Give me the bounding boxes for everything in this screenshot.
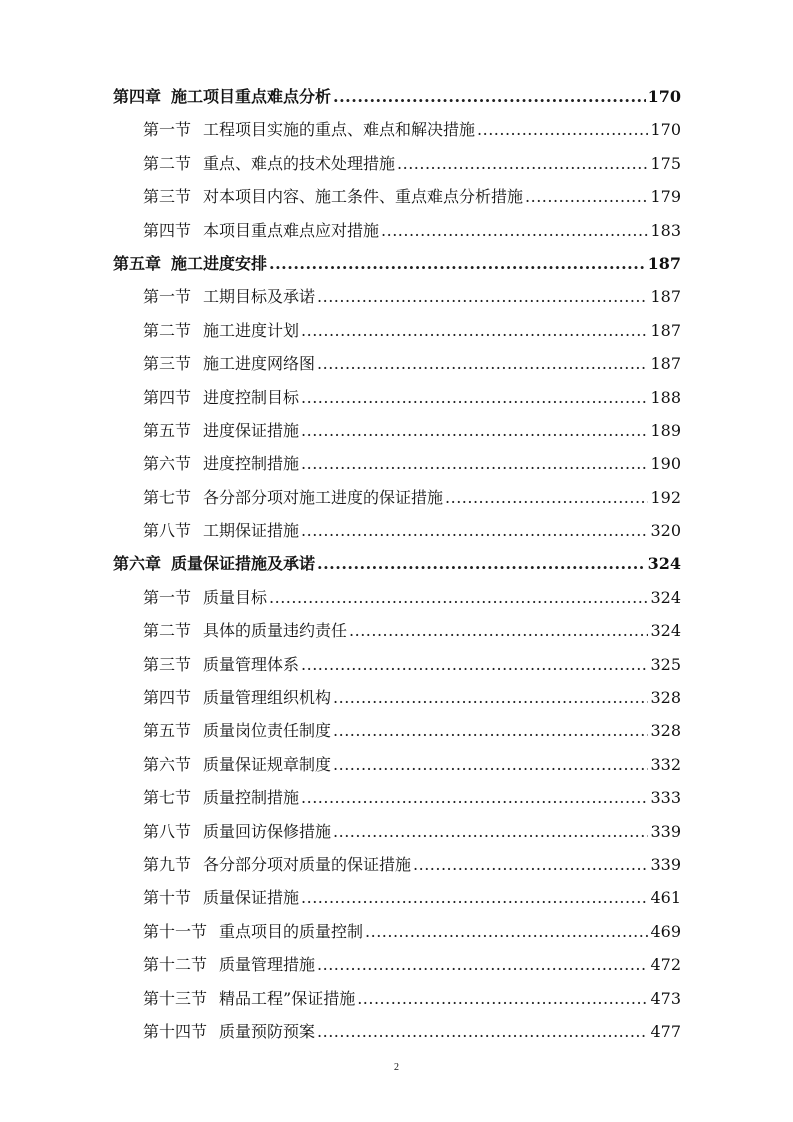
table-of-contents xyxy=(113,80,681,1048)
toc-entry[interactable] xyxy=(113,848,681,881)
toc-entry[interactable] xyxy=(113,180,681,213)
dot-leader xyxy=(317,1015,648,1048)
dot-leader xyxy=(301,414,648,447)
toc-entry[interactable] xyxy=(113,447,681,480)
toc-page: 190 xyxy=(650,454,681,474)
toc-page: 320 xyxy=(650,521,681,541)
dot-leader xyxy=(413,848,648,881)
toc-entry[interactable] xyxy=(113,80,681,113)
toc-page: 328 xyxy=(650,688,681,708)
toc-title: 本项目重点难点应对措施 xyxy=(203,220,380,240)
toc-number: 第一节 xyxy=(143,120,192,140)
toc-entry[interactable] xyxy=(113,414,681,447)
toc-page: 187 xyxy=(647,253,681,273)
toc-title: 质量目标 xyxy=(203,587,268,607)
toc-entry[interactable] xyxy=(113,714,681,747)
toc-title: 进度控制措施 xyxy=(203,454,300,474)
dot-leader xyxy=(445,481,648,514)
toc-entry[interactable] xyxy=(113,614,681,647)
toc-title: 各分部分项对施工进度的保证措施 xyxy=(203,487,444,507)
toc-page: 324 xyxy=(650,621,681,641)
toc-entry[interactable] xyxy=(113,948,681,981)
dot-leader xyxy=(269,581,648,614)
toc-number: 第六章 xyxy=(113,554,162,574)
toc-number: 第四节 xyxy=(143,387,192,407)
dot-leader xyxy=(333,714,648,747)
dot-leader xyxy=(301,514,648,547)
toc-title: 施工项目重点难点分析 xyxy=(171,87,332,106)
toc-title: 进度控制目标 xyxy=(203,387,300,407)
toc-page: 477 xyxy=(650,1021,681,1041)
toc-number: 第三节 xyxy=(143,654,192,674)
toc-entry[interactable] xyxy=(113,581,681,614)
dot-leader xyxy=(349,614,648,647)
toc-title: 对本项目内容、施工条件、重点难点分析措施 xyxy=(203,187,524,207)
toc-page: 469 xyxy=(650,921,681,941)
toc-page: 325 xyxy=(650,654,681,674)
toc-page: 187 xyxy=(650,320,681,340)
toc-number: 第七节 xyxy=(143,487,192,507)
toc-number: 第十四节 xyxy=(143,1021,208,1041)
dot-leader xyxy=(477,113,648,146)
toc-number: 第二节 xyxy=(143,153,192,173)
toc-number: 第二节 xyxy=(143,621,192,641)
toc-title: 质量保证规章制度 xyxy=(203,754,332,774)
toc-title: 质量保证措施及承诺 xyxy=(171,554,316,574)
dot-leader xyxy=(333,681,648,714)
toc-page: 188 xyxy=(650,387,681,407)
dot-leader xyxy=(301,381,648,414)
toc-entry[interactable] xyxy=(113,514,681,547)
toc-page: 324 xyxy=(650,587,681,607)
toc-page: 179 xyxy=(650,187,681,207)
toc-number: 第二节 xyxy=(143,320,192,340)
toc-entry[interactable] xyxy=(113,347,681,380)
toc-page: 461 xyxy=(650,888,681,908)
toc-entry[interactable] xyxy=(113,481,681,514)
dot-leader xyxy=(365,915,648,948)
dot-leader xyxy=(333,80,646,113)
toc-number: 第三节 xyxy=(143,187,192,207)
toc-title: 质量岗位责任制度 xyxy=(203,721,332,741)
toc-entry[interactable] xyxy=(113,113,681,146)
dot-leader xyxy=(317,547,646,580)
toc-entry[interactable] xyxy=(113,547,681,580)
toc-number: 第一节 xyxy=(143,587,192,607)
toc-page: 183 xyxy=(650,220,681,240)
dot-leader xyxy=(525,180,648,213)
toc-title: 质量保证措施 xyxy=(203,888,300,908)
toc-entry[interactable] xyxy=(113,381,681,414)
toc-entry[interactable] xyxy=(113,915,681,948)
toc-entry[interactable] xyxy=(113,247,681,280)
page-number: 2 xyxy=(394,1062,399,1073)
toc-title: 工期目标及承诺 xyxy=(203,287,316,307)
dot-leader xyxy=(317,948,648,981)
toc-entry[interactable] xyxy=(113,748,681,781)
toc-number: 第六节 xyxy=(143,454,192,474)
toc-page: 187 xyxy=(650,287,681,307)
toc-entry[interactable] xyxy=(113,982,681,1015)
dot-leader xyxy=(301,881,648,914)
toc-page: 187 xyxy=(650,354,681,374)
toc-page: 472 xyxy=(650,955,681,975)
toc-title: 质量控制措施 xyxy=(203,788,300,808)
toc-number: 第四章 xyxy=(113,87,162,106)
dot-leader xyxy=(381,214,648,247)
dot-leader xyxy=(357,982,648,1015)
toc-entry[interactable] xyxy=(113,280,681,313)
toc-entry[interactable] xyxy=(113,1015,681,1048)
dot-leader xyxy=(333,815,648,848)
toc-page: 333 xyxy=(650,788,681,808)
dot-leader xyxy=(301,447,648,480)
toc-entry[interactable] xyxy=(113,881,681,914)
toc-number: 第七节 xyxy=(143,788,192,808)
toc-number: 第四节 xyxy=(143,220,192,240)
toc-number: 第八节 xyxy=(143,521,192,541)
dot-leader xyxy=(301,314,648,347)
toc-title: 施工进度计划 xyxy=(203,320,300,340)
toc-number: 第四节 xyxy=(143,688,192,708)
toc-title: 具体的质量违约责任 xyxy=(203,621,348,641)
toc-number: 第六节 xyxy=(143,754,192,774)
toc-page: 339 xyxy=(650,854,681,874)
toc-title: 质量预防预案 xyxy=(219,1021,316,1041)
toc-number: 第三节 xyxy=(143,354,192,374)
toc-title: 质量管理措施 xyxy=(219,955,316,975)
dot-leader xyxy=(317,280,648,313)
dot-leader xyxy=(317,347,648,380)
toc-title: 精品工程”保证措施 xyxy=(219,988,356,1008)
toc-number: 第五节 xyxy=(143,420,192,440)
toc-page: 192 xyxy=(650,487,681,507)
toc-title: 各分部分项对质量的保证措施 xyxy=(203,854,412,874)
dot-leader xyxy=(397,147,648,180)
toc-number: 第五章 xyxy=(113,253,162,273)
toc-title: 重点、难点的技术处理措施 xyxy=(203,153,396,173)
toc-number: 第十一节 xyxy=(143,921,208,941)
toc-title: 工程项目实施的重点、难点和解决措施 xyxy=(203,120,476,140)
toc-entry[interactable] xyxy=(113,214,681,247)
toc-page: 332 xyxy=(650,754,681,774)
toc-title: 进度保证措施 xyxy=(203,420,300,440)
toc-entry[interactable] xyxy=(113,681,681,714)
toc-number: 第十节 xyxy=(143,888,192,908)
toc-title: 质量回访保修措施 xyxy=(203,821,332,841)
toc-entry[interactable] xyxy=(113,781,681,814)
toc-number: 第一节 xyxy=(143,287,192,307)
toc-title: 施工进度安排 xyxy=(171,253,268,273)
toc-page: 473 xyxy=(650,988,681,1008)
toc-page: 339 xyxy=(650,821,681,841)
toc-title: 工期保证措施 xyxy=(203,521,300,541)
toc-page: 170 xyxy=(647,87,681,106)
dot-leader xyxy=(301,781,648,814)
toc-entry[interactable] xyxy=(113,648,681,681)
dot-leader xyxy=(333,748,648,781)
toc-page: 324 xyxy=(647,554,681,574)
dot-leader xyxy=(301,648,648,681)
toc-title: 重点项目的质量控制 xyxy=(219,921,364,941)
toc-number: 第九节 xyxy=(143,854,192,874)
toc-entry[interactable] xyxy=(113,314,681,347)
toc-number: 第十二节 xyxy=(143,955,208,975)
toc-title: 质量管理组织机构 xyxy=(203,688,332,708)
toc-number: 第五节 xyxy=(143,721,192,741)
toc-page: 328 xyxy=(650,721,681,741)
toc-page: 189 xyxy=(650,420,681,440)
toc-page: 170 xyxy=(650,120,681,140)
toc-entry[interactable] xyxy=(113,147,681,180)
toc-number: 第八节 xyxy=(143,821,192,841)
dot-leader xyxy=(269,247,646,280)
toc-entry[interactable] xyxy=(113,815,681,848)
toc-title: 施工进度网络图 xyxy=(203,354,316,374)
toc-title: 质量管理体系 xyxy=(203,654,300,674)
toc-page: 175 xyxy=(650,153,681,173)
toc-number: 第十三节 xyxy=(143,988,208,1008)
